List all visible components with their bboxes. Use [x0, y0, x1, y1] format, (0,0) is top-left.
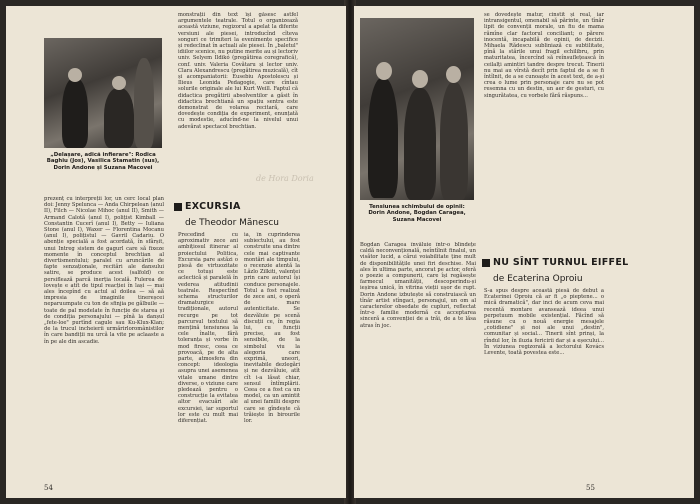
article-heading-eiffel [482, 252, 628, 284]
left-col-2-top: monstrații din text își găsesc astfel argumentele teatrale. Totul o organizează această viziune, regizorul a apelat la diferite versiuni ale piesei, introducînd cîteva songuri ce trimiteri la evenimente specifice și redeclinat în actuali ale piesei. În „baletul" idiilor scenice, nu putine merite au și lectoriv univ. Selyem Ildikó (pregătirea coregrafică), conf. univ. Valeria Covătaru și lector univ. Clara Alexandrescu (pregătirea muzicală), cît și acompaniatorii: Eusebiu Apostolescu și Ilieus Leonida Pedagogie, care cîntau solurile originale ale lui Kurt Weill. Faptul că didactica pregătirii absolventilor a găsit în didactica brechtiană un spațiu sentra este demonstrat de volarea recitară, care dovedește condiția de experiment, enunțată cu modestie, aducînd-ne la nivelul unui adevărat spectacol brechtian. [178, 12, 298, 130]
faded-background-title: de Hora Doria [256, 174, 314, 183]
article-heading-excursia [174, 196, 279, 228]
figure-face [412, 70, 428, 88]
article-byline: de Theodor Mănescu [185, 218, 279, 228]
article-title: EXCURSIA [185, 201, 241, 212]
figure-silhouette [104, 88, 134, 148]
article-byline: de Ecaterina Oproiu [493, 274, 583, 284]
figure-face [446, 66, 461, 83]
right-page [354, 6, 694, 498]
heading-square-icon [174, 203, 182, 211]
left-page [6, 6, 346, 498]
article-title: NU SÎNT TURNUL EIFFEL [493, 257, 629, 268]
photo-caption-right: Tensiunea schimbului de opinii: Dorin Andone, Bogdan Caragea, Suzana Macovei [368, 204, 466, 223]
right-col-1-body: Bogdan Caragea învăluie într-o blîndețe caldă neconvențională, neîntîlnit finalul, un visător lucid, a cărui voiabilitate ține mult de disponibilitățile unei firi deschise. Mai ales în ultima parte, ancorat pe actor, oferă o poezie a compunerii, care își regăsește farmecul umanității, descoperindu-și ieșirea unică, în vitrina vieții ușor de rupt. Dorin Andone izbutește să construiască un tînăr artist stîngaci, personajul, un om al caracterelor obsedate de cupluri, reflectat într-o familie modernă cu acceptarea sinceră a convenției de a trăi, de a te lăsa atras în joc. [360, 242, 476, 329]
page-number-left: 54 [44, 484, 53, 492]
figure-silhouette [62, 78, 88, 148]
figure-silhouette [440, 82, 468, 200]
page-number-right: 55 [586, 484, 595, 492]
heading-square-icon [482, 259, 490, 267]
figure-silhouette [404, 88, 436, 200]
left-col-1: prezenț cu interpreții lor, un cerc local plan doi: Jenny Spelunca — Anda Chirpelean (anul II), Filch — Nicolae Mihoc (anul II), Smith — Armand Calotă (anul I), polițist Kimball — Constantin Cucerî (anul I), Betty — Iuliana Stone (anul I), Waxer — Florentina Mocanu (anul I), polițistul — Gavril Cadariu. O abenție specială a fost acordată, în sfârșit, unui Intreg sistem de gagurl care să fixeze momente în conceptul brechtian al divertismentului; paralel cu aruncările de fapte senzaționale, recitări ale dansului satire, se produce acest (salfold) ce persiflează parcă inerția locală. Fulerea de lovește e atît de tipul reacției în lași — mai ales începînd cu actul al doilea — să aă impresia de imaginile tinereșcei neparuumpate cu ton de sfinjia pe gălbuile — toate de pal modelate în funcție de starea și de condiția personajului — pînă la danșul „fete-loe" purtînd cagule sau Ku-Klux-Klan; de la trucul incheierii urmărirloromânistilor în care bandiții nu urcă la vite pe aclaaste a în pe ale din ascadie. [44, 196, 164, 345]
photo-caption-left: „Delașare, adică infierare": Rodica Baghiu (Jos), Vasilica Stamatin (sus), Dorin Andone și Suzana Macovei [46, 152, 160, 171]
figure-silhouette [134, 58, 154, 148]
left-col-2-body: Precedînd cu aproximativ zece ani ambițiosul itinerar al proiectului Politica, Excursia pare astăzi o piesă de virtuozitate ce totuși este aclectică și paralelă în vederea atitudinii teatrale. Respectînd schema structurilor dramaturgice tradiționale, autorul recurge pe tot parcursul textului să mențină tensiunea la cele înalte, fără toleranța și vorbe în mod firesc, ceea ce provoacă, pe de alta parte, atmosfera din concept: ideologia asupra unei asemenea vitale umane dintre diverse, o viziune care pledează pentru o construcție la evitatea altor evacuări ale excursiei, iar suportul lor este cu mult mai diferențiat. [178, 232, 238, 425]
figure-silhouette [368, 78, 398, 198]
stage-photo-left [44, 38, 162, 148]
right-col-2-top: se dovedește matur, cinstit și real, iar intransigentul, omenabil să părinte, un tînăr lipit de convenții morale, un fiu de mama rămîne clar factorul conciliant; o părere inocentă, incapabilă de opinii, de decizii. Mihaela Rădescu subliniază cu subtilitate, pînă la stările unui fragil echilibru, prin maturitatea, încercînd să reînsuflețească în ceilalți amintiri tandre despre trecut. Tinerii nu mai au vîrstă decît prin faptul de a se fi întîlnit, de a se cunoaște în acest text, de a-și crea o lume prin personaje care nu se pot resemna cu un destin, un aer de gesturi, cu singurătatea, cu vorbele fără răspuns... [484, 12, 604, 99]
figure-face [68, 68, 82, 82]
stage-photo-right [360, 18, 474, 200]
left-col-3-body: ia, în cuprinderea subiectului, au fost construite una dintre cele mai captivante montări ale timpului, o recenzie atentă la Lăzlo Zilkiti, valenței prin care autorul își conduce personajele. Totul a fost realizat de zece ani, o operă de mare autenticitate. Se dezvăluie pe scenă discuții ce, în regia lui, cu funcții precise, au fost sensibile, de la simbolul viu la alegoria care exprimă, uneori, inevitabile dezlegări și ne dezvăluie, atît cît i-a lăsat chiar, sensul întîmplării. Ceea ce a fost ca un model, ca un amintit al unei familii despre care se gîndește că trăiește în birourile lor. [244, 232, 300, 425]
figure-face [376, 62, 392, 80]
right-col-2-body: S-a spus despre această piesă de debut a Ecaterinei Oproiu că ar fi „o pieptene... o mică dramatică", dar inci de acum ceva mai recentă montare avansează ideea unui perpetuum mobile existențial. Făcînd să răsune cu o nouă energie mesajele „cotidiene" și noi ale unui „destin", comunitar și social... Tinerii sînt prinși, la rîndul lor, în iluzia fericirii dar și a eșecului... În viziunea regizorală a lectorului Kovács Levente, toată povestea este... [484, 288, 604, 357]
figure-face [112, 76, 126, 90]
